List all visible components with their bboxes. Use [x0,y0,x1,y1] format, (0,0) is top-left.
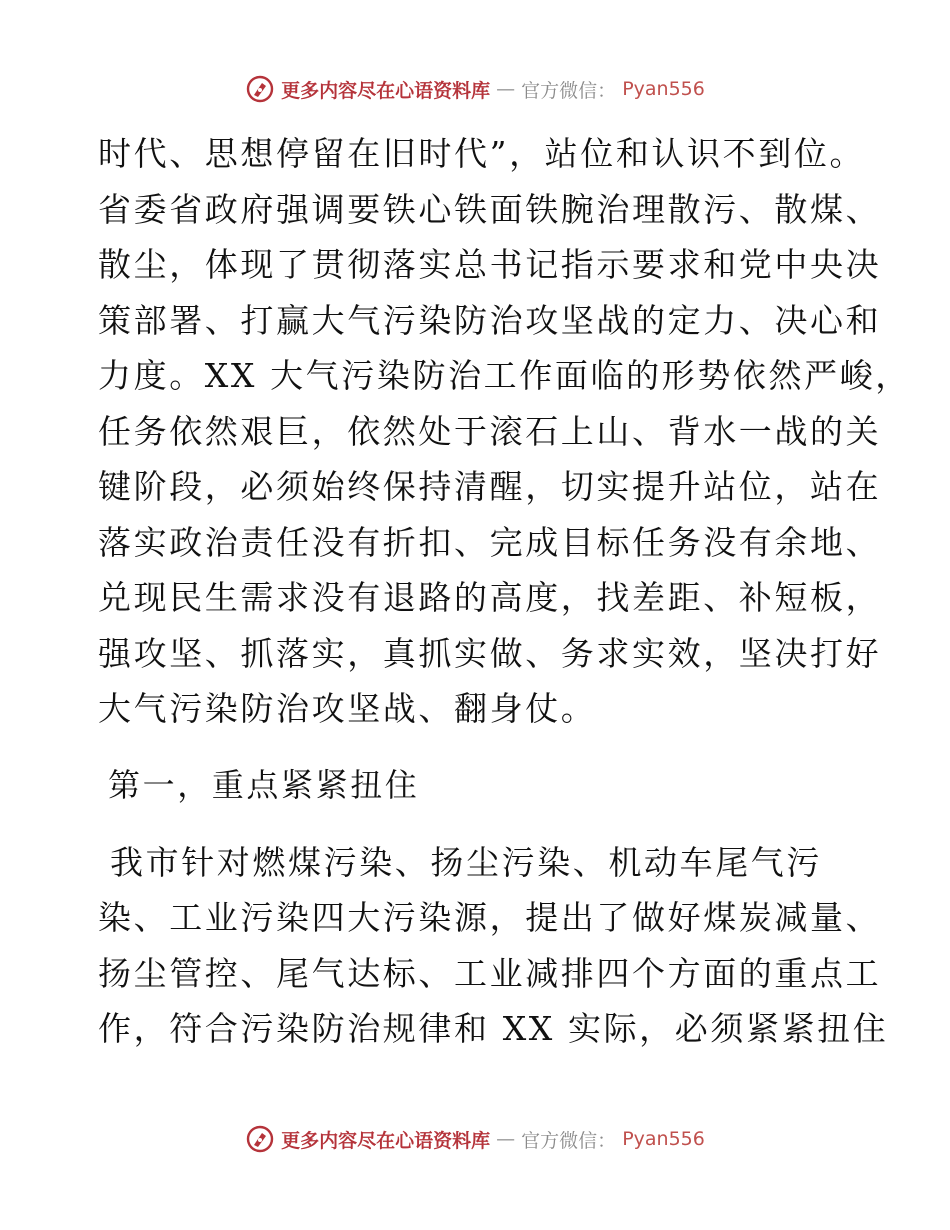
text-line: 力度。XX 大气污染防治工作面临的形势依然严峻， [98,356,911,395]
text-line: 染、工业污染四大污染源，提出了做好煤炭减量、 [98,898,882,937]
text-line: 落实政治责任没有折扣、完成目标任务没有余地、 [98,522,882,562]
watermark-handle: Pyan556 [622,78,705,100]
text-line: 散尘，体现了贯彻落实总书记指示要求和党中央决 [98,245,882,284]
header-watermark [0,74,950,104]
text-line: 策部署、打赢大气污染防治攻坚战的定力、决心和 [98,300,882,340]
text-line: 我市针对燃煤污染、扬尘污染、机动车尾气污 [110,842,822,882]
watermark-handle: Pyan556 [622,1128,705,1150]
pen-nib-seal-icon [245,1124,275,1154]
watermark-official-label: 官方微信： [521,1129,617,1152]
watermark-separator: — [496,1128,516,1150]
text-line: 键阶段，必须始终保持清醒，切实提升站位，站在 [98,467,882,506]
text-line: 强攻坚、抓落实，真抓实做、务求实效，坚决打好 [98,633,882,673]
watermark-brand-text: 更多内容尽在心语资料库 [281,1129,491,1152]
text-line: 扬尘管控、尾气达标、工业减排四个方面的重点工 [98,953,882,993]
paragraph-2 [98,835,889,1057]
text-line: 时代、思想停留在旧时代”，站位和认识不到位。 [98,134,866,173]
pen-nib-seal-icon [245,74,275,104]
text-line: 任务依然艰巨，依然处于滚石上山、背水一战的关 [98,411,882,451]
watermark-separator: — [496,78,516,100]
watermark-official-label: 官方微信： [521,79,617,102]
document-body [98,126,911,1057]
watermark-brand-text: 更多内容尽在心语资料库 [281,79,491,102]
text-line: 省委省政府强调要铁心铁面铁腕治理散污、散煤、 [98,189,882,229]
text-line: 大气污染防治攻坚战、翻身仗。 [98,689,597,728]
section-heading: 第一，重点紧紧扭住 [108,765,420,804]
paragraph-1 [98,126,911,737]
text-line: 作，符合污染防治规律和 XX 实际，必须紧紧扭住 [98,1009,889,1048]
footer-watermark [0,1124,950,1154]
text-line: 兑现民生需求没有退路的高度，找差距、补短板， [98,578,882,617]
